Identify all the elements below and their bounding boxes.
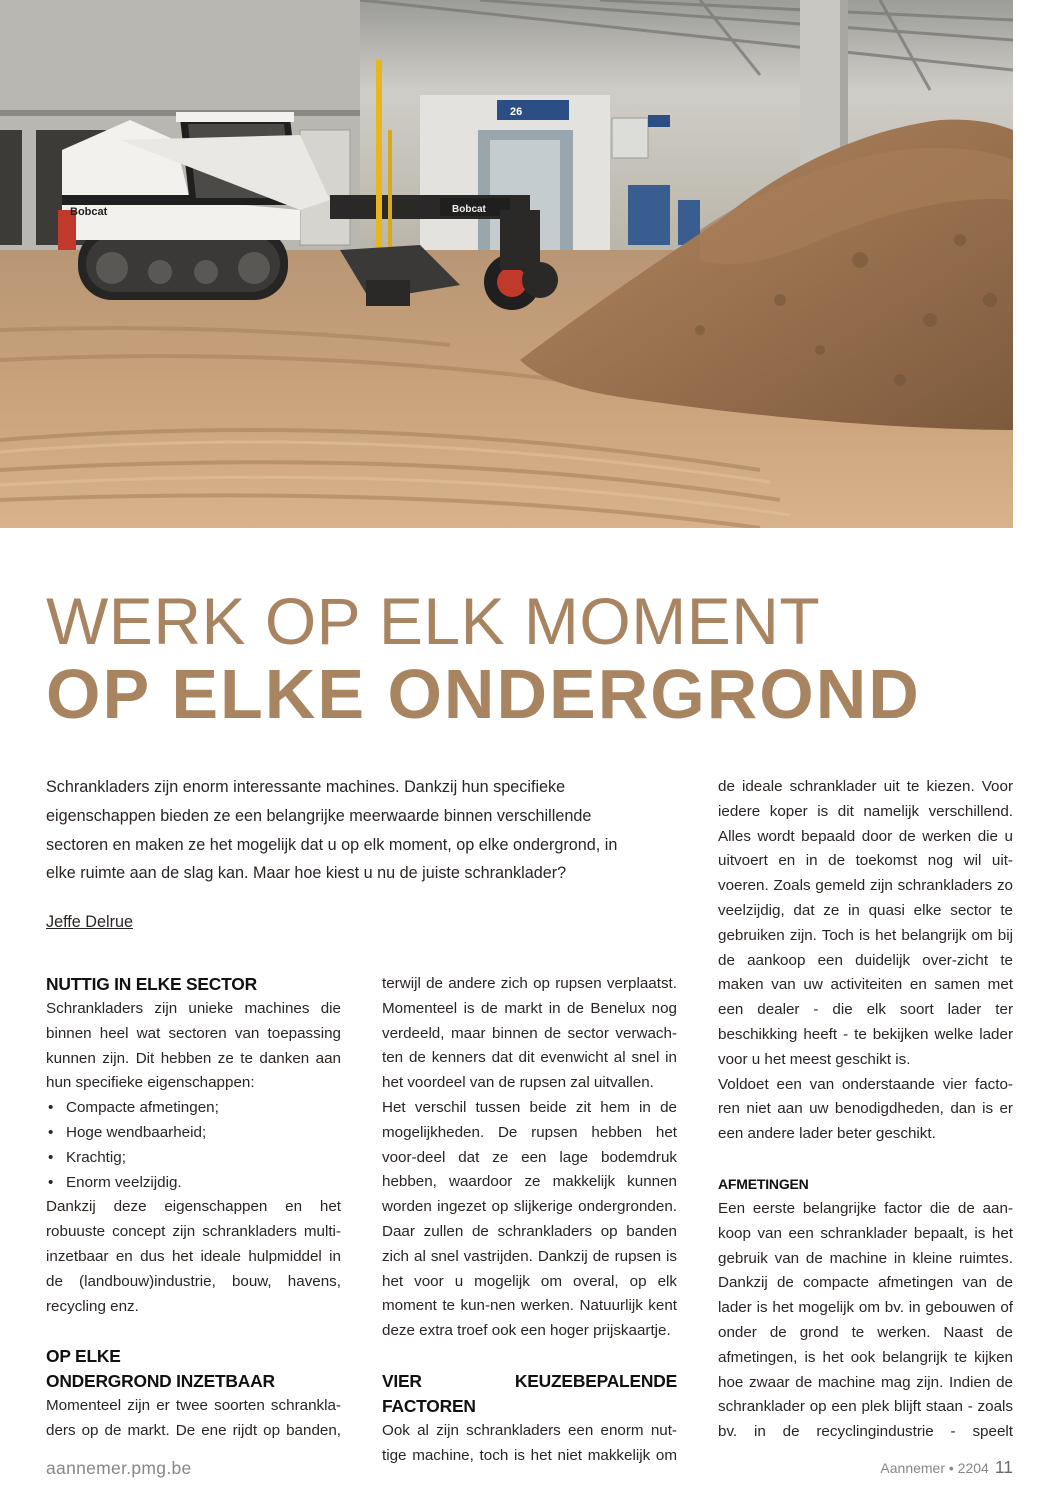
hero-illustration <box>0 0 1013 528</box>
attachment-brand-text: Bobcat <box>452 204 486 215</box>
properties-list <box>46 1096 341 1195</box>
col3-paragraph-1: de ideale schranklader uit te kiezen. Voor iedere koper is dit namelijk verschillend. Alles wordt bepaald door de werken die u uitvoert en in de toekomst nog wil uit-voeren. Zoals gemeld zijn schrankladers zo veelzijdig, dat ze in quasi elke sector te gebruiken zijn. Toch is het belangrijk om bij de aankoop een duidelijk over-zicht te maken van uw activiteiten en samen met een dealer - die elk soort lader ter beschikking heeft - te bekijken welke lader voor u het meest geschikt is. <box>718 778 1013 1068</box>
page-number: 11 <box>994 1457 1013 1477</box>
headline-line-2: OP ELKE ONDERGROND <box>46 655 921 733</box>
author-link[interactable]: Jeffe Delrue <box>46 913 133 931</box>
col1-paragraph-3: Momenteel zijn er twee soorten schrankla-ders op de markt. De ene rijdt op banden, <box>46 1397 341 1440</box>
loader-brand-text: Bobcat <box>70 206 108 218</box>
col2-paragraph-3: Ook al zijn schrankladers een enorm nut-tige machine, toch is het niet makkelijk om <box>382 1421 677 1464</box>
col2-paragraph-1: terwijl de andere zich op rupsen verplaatst. Momenteel is de markt in de Benelux nog verdeeld, maar binnen de sector verwach-ten de kenners dat dit evenwicht al snel in het voordeel van de rupsen zal uitvallen. <box>382 975 677 1092</box>
footer-issue-info <box>880 1457 1013 1478</box>
col1-paragraph-2: Dankzij deze eigenschappen en het robuuste concept zijn schrankladers multi-inzetbaar en dus het ideale hulpmiddel in de (landbouw)industrie, bouw, havens, recycling enz. <box>46 1198 341 1315</box>
intro-paragraph: Schrankladers zijn enorm interessante machines. Dankzij hun specifieke eigenschappen bieden ze een belangrijke meerwaarde binnen verschillende sectoren en maken ze het mogelijk dat u op elk moment, op elke ondergrond, in elke ruimte aan de slag kan. Maar hoe kiest u nu de juiste schranklader? <box>46 778 618 883</box>
list-item: • Krachtig; <box>46 1146 341 1171</box>
heading-afmetingen: AFMETINGEN <box>718 1175 809 1192</box>
heading-ondergrond-line-2: ONDERGROND INZETBAAR <box>46 1371 275 1392</box>
footer-website-link[interactable]: aannemer.pmg.be <box>46 1458 192 1478</box>
col3-paragraph-3: Een eerste belangrijke factor die de aan-koop van een schranklader bepaalt, is het gebruik van de machine in kleine ruimtes. Dankzij de compacte afmetingen van de lader is het mogelijk om bv. in gebouwen of onder de grond te werken. Naast de afmetingen, is het ook belangrijk te kijken hoe zwaar de machine mag zijn. Indien de schranklader op een plek blijft staan - zoals bv. in de recyclingindustrie - speelt <box>718 1199 1013 1441</box>
heading-nuttig: NUTTIG IN ELKE SECTOR <box>46 974 257 994</box>
list-item: • Hoge wendbaarheid; <box>46 1121 341 1146</box>
list-item: • Compacte afmetingen; <box>46 1096 341 1121</box>
column-1 <box>46 972 341 1444</box>
hall-sign-number: 26 <box>510 106 523 118</box>
heading-ondergrond-line-1: OP ELKE <box>46 1346 121 1367</box>
hero-photo <box>0 0 1013 528</box>
col1-paragraph-1: Schrankladers zijn unieke machines die binnen heel wat sectoren van toepassing kunnen zijn. Dit hebben ze te danken aan hun specifieke eigenschappen: <box>46 1000 341 1092</box>
headline-line-1: WERK OP ELK MOMENT <box>46 584 821 658</box>
list-item: • Enorm veelzijdig. <box>46 1171 341 1196</box>
column-3 <box>718 775 1013 1445</box>
col2-paragraph-2: Het verschil tussen beide zit hem in de mogelijkheden. De rupsen hebben het voor-deel dat ze een lage bodemdruk hebben, waardoor ze makkelijk kunnen worden ingezet op slijkerige ondergronden. Daar zullen de schrankladers op banden zich al snel vastrijden. Dankzij de rupsen is het voor u mogelijk om overal, op elk moment te kun-nen werken. Natuurlijk kent deze extra troef ook een hoger prijskaartje. <box>382 1098 677 1340</box>
footer-magazine: Aannemer • 2204 <box>880 1460 989 1476</box>
col3-paragraph-2: Voldoet een van onderstaande vier facto-ren niet aan uw benodigdheden, dan is er een andere lader beter geschikt. <box>718 1075 1013 1143</box>
column-2 <box>382 972 677 1469</box>
heading-vier-factoren: VIER KEUZEBEPALENDE FACTOREN <box>382 1370 677 1416</box>
heading-ondergrond <box>46 1344 341 1394</box>
